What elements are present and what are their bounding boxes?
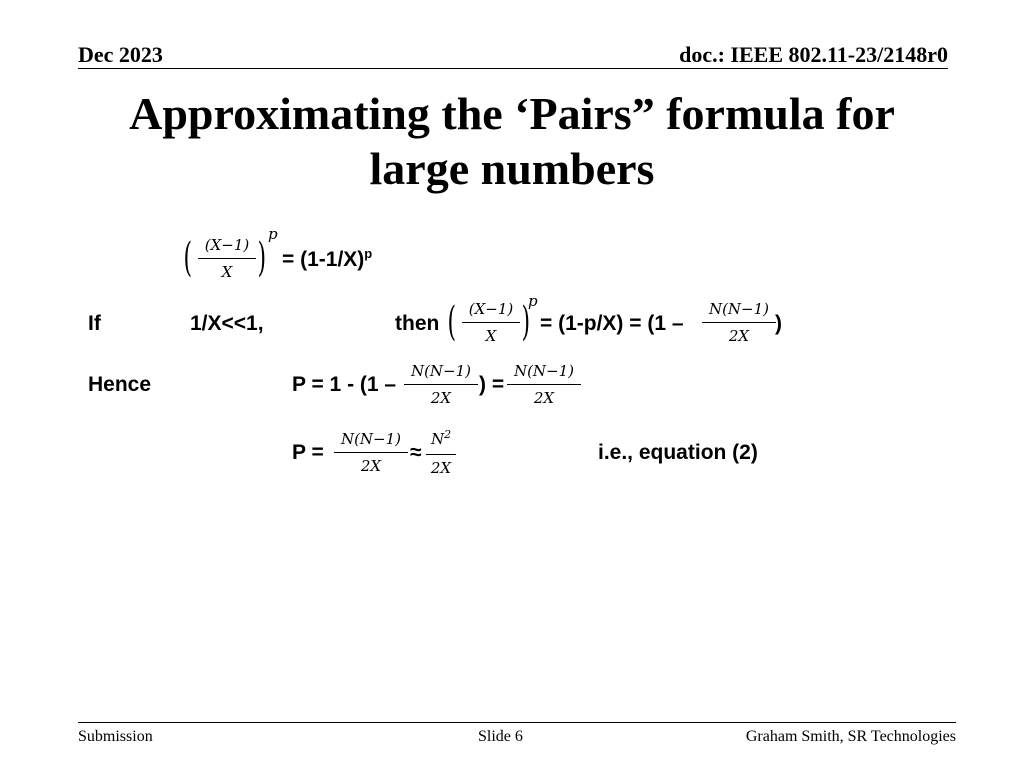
hence-equals: ) = <box>479 373 505 396</box>
hence-lhs: P = 1 - (1 – <box>292 373 397 396</box>
label-hence: Hence <box>88 373 152 396</box>
condition: 1/X<<1, <box>190 312 264 335</box>
label-if: If <box>88 312 101 335</box>
fraction-n-n-minus-1-over-2x: N(N−1) 2X <box>404 362 478 407</box>
footer-submission: Submission <box>78 728 153 745</box>
fraction-x-minus-1-over-x: (X−1) X <box>198 236 256 281</box>
fraction-n-n-minus-1-over-2x: N(N−1) 2X <box>702 300 776 345</box>
p-lhs: P = <box>292 441 324 464</box>
eq1-rhs: = $(1-1/X)^p$ <box>282 246 373 271</box>
if-middle-expression: = (1-p/X) = (1 – <box>540 312 684 335</box>
fraction-n-squared-over-2x: $N^2$ 2X <box>426 430 456 477</box>
title-line-1: Approximating the ‘Pairs” formula for <box>129 88 895 139</box>
left-paren: ( <box>183 235 193 281</box>
fraction-x-minus-1-over-x: (X−1) X <box>462 300 520 345</box>
header-doc-id: doc.: IEEE 802.11-23/2148r0 <box>679 42 948 67</box>
footer-author: Graham Smith, SR Technologies <box>745 728 956 745</box>
slide-title <box>60 86 964 196</box>
fraction-n-n-minus-1-over-2x: N(N−1) 2X <box>334 430 408 475</box>
exponent-p: p <box>268 225 278 243</box>
approx-sign: ≈ <box>410 441 422 464</box>
header-date: Dec 2023 <box>78 42 163 67</box>
right-paren: ) <box>521 299 531 345</box>
footer-slide-number: Slide 6 <box>478 728 523 745</box>
footer-rule <box>78 722 956 723</box>
right-paren: ) <box>257 235 267 281</box>
left-paren: ( <box>447 299 457 345</box>
exponent-p: p <box>528 292 538 310</box>
label-then: then <box>395 312 440 335</box>
header-rule <box>78 68 948 69</box>
fraction-n-n-minus-1-over-2x: N(N−1) 2X <box>507 362 581 407</box>
equation-reference: i.e., equation (2) <box>598 441 758 464</box>
closing-paren: ) <box>775 312 782 335</box>
title-line-2: large numbers <box>369 143 655 194</box>
